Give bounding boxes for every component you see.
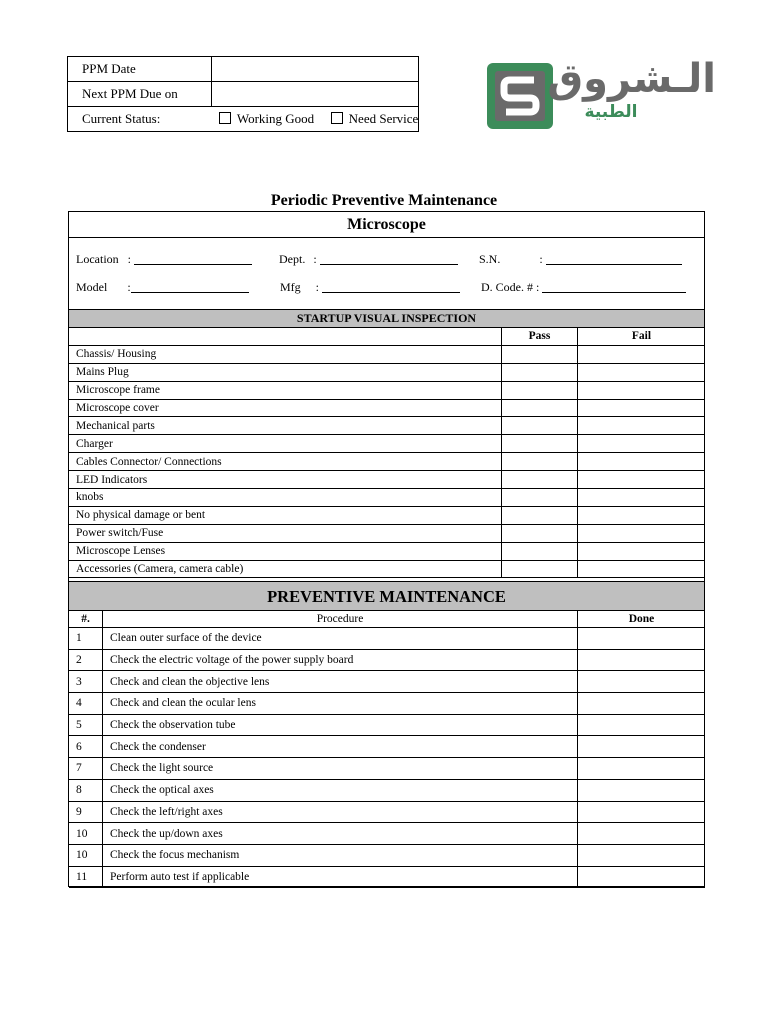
pm-procedure: Clean outer surface of the device <box>103 628 578 650</box>
table-row <box>69 399 705 417</box>
pm-procedure-header: Procedure <box>103 611 578 628</box>
working-good-checkbox[interactable] <box>219 112 231 124</box>
colon: : <box>539 252 543 266</box>
pass-header: Pass <box>502 328 578 346</box>
inspection-item: Chassis/ Housing <box>69 345 502 363</box>
pm-procedure: Check the up/down axes <box>103 823 578 845</box>
colon: : <box>127 252 131 266</box>
mfg-field[interactable] <box>280 280 460 295</box>
table-row <box>69 736 705 758</box>
table-row <box>69 560 705 578</box>
pass-cell[interactable] <box>502 399 578 417</box>
startup-header-row <box>69 328 705 346</box>
table-row <box>69 453 705 471</box>
pm-procedure: Check the electric voltage of the power supply board <box>103 649 578 671</box>
fail-cell[interactable] <box>578 435 706 453</box>
table-row <box>69 671 705 693</box>
table-row <box>69 801 705 823</box>
model-label: Model <box>76 280 108 294</box>
pm-procedure: Check the focus mechanism <box>103 844 578 866</box>
fail-cell[interactable] <box>578 399 706 417</box>
pm-header-row <box>69 611 705 628</box>
table-row <box>69 489 705 507</box>
table-row <box>69 628 705 650</box>
table-row <box>69 866 705 888</box>
fail-cell[interactable] <box>578 506 706 524</box>
colon: : <box>536 280 540 294</box>
done-cell[interactable] <box>578 693 706 715</box>
pass-cell[interactable] <box>502 542 578 560</box>
inspection-item: knobs <box>69 489 502 507</box>
pm-step-number: 2 <box>69 649 103 671</box>
done-cell[interactable] <box>578 779 706 801</box>
logo-arabic-subtitle: الطبية <box>584 102 638 122</box>
inspection-item: LED Indicators <box>69 471 502 489</box>
pass-cell[interactable] <box>502 345 578 363</box>
current-status-label: Current Status: <box>82 111 161 126</box>
pm-step-number: 3 <box>69 671 103 693</box>
dcode-input[interactable] <box>542 280 686 293</box>
mfg-label: Mfg <box>280 280 301 294</box>
pm-step-number: 10 <box>69 823 103 845</box>
mfg-input[interactable] <box>322 280 460 293</box>
pm-step-number: 9 <box>69 801 103 823</box>
sn-input[interactable] <box>546 252 682 265</box>
table-row <box>69 381 705 399</box>
pass-cell[interactable] <box>502 524 578 542</box>
done-cell[interactable] <box>578 628 706 650</box>
table-row <box>69 506 705 524</box>
table-row <box>69 758 705 780</box>
logo-arabic-name: الـشروق <box>547 56 716 102</box>
document-title: Periodic Preventive Maintenance <box>270 192 498 209</box>
location-label: Location <box>76 252 119 266</box>
done-cell[interactable] <box>578 671 706 693</box>
table-row <box>69 844 705 866</box>
location-input[interactable] <box>134 252 252 265</box>
pm-step-number: 6 <box>69 736 103 758</box>
dcode-label: D. Code. # <box>481 280 533 294</box>
dept-label: Dept. <box>279 252 306 266</box>
next-ppm-field[interactable] <box>212 82 419 107</box>
pm-heading: PREVENTIVE MAINTENANCE <box>69 581 704 611</box>
inspection-item: No physical damage or bent <box>69 506 502 524</box>
pass-cell[interactable] <box>502 363 578 381</box>
pm-num-header: #. <box>69 611 103 628</box>
pm-procedure: Perform auto test if applicable <box>103 866 578 888</box>
device-title: Microscope <box>69 212 704 238</box>
startup-item-header <box>69 328 502 346</box>
pm-step-number: 4 <box>69 693 103 715</box>
fail-cell[interactable] <box>578 542 706 560</box>
ppm-date-label: PPM Date <box>68 57 212 82</box>
maintenance-form <box>68 211 705 887</box>
done-cell[interactable] <box>578 714 706 736</box>
sn-field[interactable] <box>479 252 682 267</box>
done-cell[interactable] <box>578 823 706 845</box>
fail-cell[interactable] <box>578 560 706 578</box>
fail-cell[interactable] <box>578 363 706 381</box>
inspection-item: Mains Plug <box>69 363 502 381</box>
need-service-checkbox[interactable] <box>331 112 343 124</box>
fail-cell[interactable] <box>578 345 706 363</box>
company-logo <box>486 56 716 130</box>
pass-cell[interactable] <box>502 381 578 399</box>
startup-heading: STARTUP VISUAL INSPECTION <box>69 309 704 328</box>
status-box <box>67 56 419 132</box>
pm-table <box>69 610 705 888</box>
logo-mark-icon <box>486 62 554 130</box>
pm-done-header: Done <box>578 611 706 628</box>
fail-cell[interactable] <box>578 524 706 542</box>
table-row <box>69 693 705 715</box>
fail-cell[interactable] <box>578 381 706 399</box>
ppm-date-field[interactable] <box>212 57 419 82</box>
pm-step-number: 5 <box>69 714 103 736</box>
table-row <box>69 542 705 560</box>
pm-procedure: Check and clean the ocular lens <box>103 693 578 715</box>
table-row <box>69 471 705 489</box>
inspection-item: Microscope frame <box>69 381 502 399</box>
location-field[interactable] <box>76 252 252 267</box>
pass-cell[interactable] <box>502 453 578 471</box>
model-input[interactable] <box>131 280 249 293</box>
done-cell[interactable] <box>578 866 706 888</box>
done-cell[interactable] <box>578 758 706 780</box>
table-row <box>69 714 705 736</box>
current-status-row <box>68 107 419 132</box>
dept-field[interactable] <box>279 252 458 267</box>
inspection-item: Microscope Lenses <box>69 542 502 560</box>
pass-cell[interactable] <box>502 471 578 489</box>
pm-procedure: Check the left/right axes <box>103 801 578 823</box>
pm-step-number: 11 <box>69 866 103 888</box>
done-cell[interactable] <box>578 801 706 823</box>
next-ppm-label: Next PPM Due on <box>68 82 212 107</box>
dept-input[interactable] <box>320 252 458 265</box>
inspection-item: Cables Connector/ Connections <box>69 453 502 471</box>
inspection-item: Charger <box>69 435 502 453</box>
pass-cell[interactable] <box>502 435 578 453</box>
need-service-label: Need Service <box>348 111 419 126</box>
colon: : <box>127 280 131 294</box>
pm-procedure: Check the observation tube <box>103 714 578 736</box>
fail-header: Fail <box>578 328 706 346</box>
pm-step-number: 10 <box>69 844 103 866</box>
pm-procedure: Check the optical axes <box>103 779 578 801</box>
pm-procedure: Check the condenser <box>103 736 578 758</box>
pm-procedure: Check the light source <box>103 758 578 780</box>
pass-cell[interactable] <box>502 489 578 507</box>
table-row <box>69 649 705 671</box>
table-row <box>69 779 705 801</box>
pass-cell[interactable] <box>502 560 578 578</box>
table-row <box>69 417 705 435</box>
inspection-item: Mechanical parts <box>69 417 502 435</box>
done-cell[interactable] <box>578 844 706 866</box>
fail-cell[interactable] <box>578 417 706 435</box>
pm-procedure: Check and clean the objective lens <box>103 671 578 693</box>
model-field[interactable] <box>76 280 249 295</box>
done-cell[interactable] <box>578 649 706 671</box>
inspection-item: Microscope cover <box>69 399 502 417</box>
inspection-item: Power switch/Fuse <box>69 524 502 542</box>
sn-label: S.N. <box>479 252 501 266</box>
done-cell[interactable] <box>578 736 706 758</box>
pass-cell[interactable] <box>502 506 578 524</box>
table-row <box>69 524 705 542</box>
table-row <box>69 435 705 453</box>
dcode-field[interactable] <box>481 280 686 295</box>
inspection-item: Accessories (Camera, camera cable) <box>69 560 502 578</box>
pass-cell[interactable] <box>502 417 578 435</box>
table-row <box>69 363 705 381</box>
fail-cell[interactable] <box>578 471 706 489</box>
startup-table <box>69 327 705 578</box>
colon: : <box>313 252 317 266</box>
colon: : <box>315 280 320 294</box>
table-row <box>69 345 705 363</box>
fail-cell[interactable] <box>578 453 706 471</box>
pm-step-number: 8 <box>69 779 103 801</box>
working-good-label: Working Good <box>236 111 315 126</box>
table-row <box>69 823 705 845</box>
fail-cell[interactable] <box>578 489 706 507</box>
pm-step-number: 1 <box>69 628 103 650</box>
pm-step-number: 7 <box>69 758 103 780</box>
